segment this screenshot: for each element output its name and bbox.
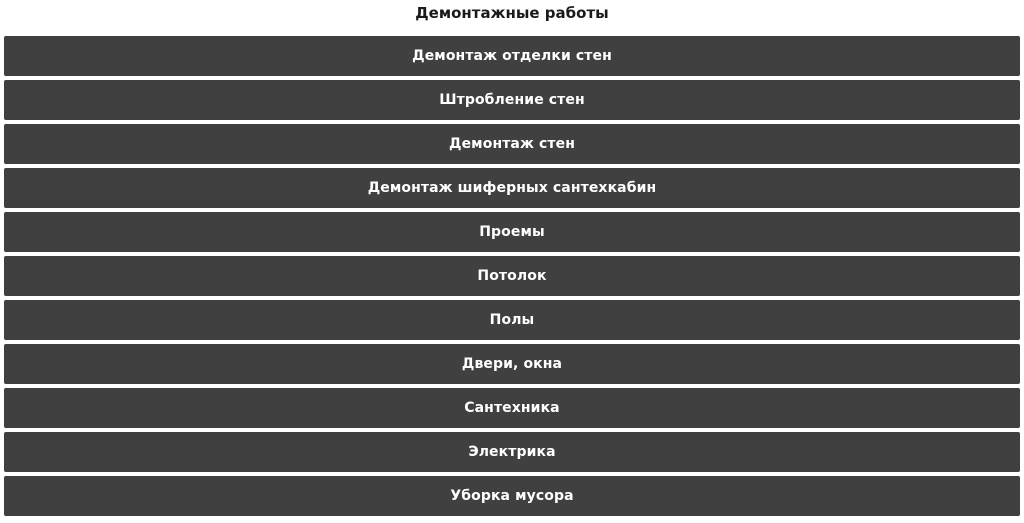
- menu-item-wall-demolition[interactable]: [4, 124, 1020, 164]
- page-title: Демонтажные работы: [415, 4, 609, 22]
- menu-item-label: Полы: [489, 312, 535, 328]
- menu-item-slate-cabin-demolition[interactable]: [4, 168, 1020, 208]
- menu-item-label: Демонтаж отделки стен: [412, 48, 612, 64]
- menu-item-electrics[interactable]: [4, 432, 1020, 472]
- menu-item-wall-chasing[interactable]: [4, 80, 1020, 120]
- menu-item-ceiling[interactable]: [4, 256, 1020, 296]
- menu-item-label: Проемы: [479, 224, 545, 240]
- menu-item-debris-removal[interactable]: [4, 476, 1020, 516]
- menu-item-label: Потолок: [477, 268, 547, 284]
- menu-item-label: Двери, окна: [461, 356, 563, 372]
- menu-item-label: Сантехника: [464, 400, 560, 416]
- menu-item-doors-windows[interactable]: [4, 344, 1020, 384]
- menu-item-label: Демонтаж стен: [449, 136, 575, 152]
- menu-item-label: Штробление стен: [439, 92, 585, 108]
- services-menu: [4, 36, 1020, 520]
- menu-item-label: Уборка мусора: [450, 488, 574, 504]
- menu-item-label: Электрика: [468, 444, 556, 460]
- menu-item-plumbing[interactable]: [4, 388, 1020, 428]
- menu-item-openings[interactable]: [4, 212, 1020, 252]
- menu-item-floors[interactable]: [4, 300, 1020, 340]
- menu-item-wall-finish-demolition[interactable]: [4, 36, 1020, 76]
- menu-item-label: Демонтаж шиферных сантехкабин: [367, 180, 657, 196]
